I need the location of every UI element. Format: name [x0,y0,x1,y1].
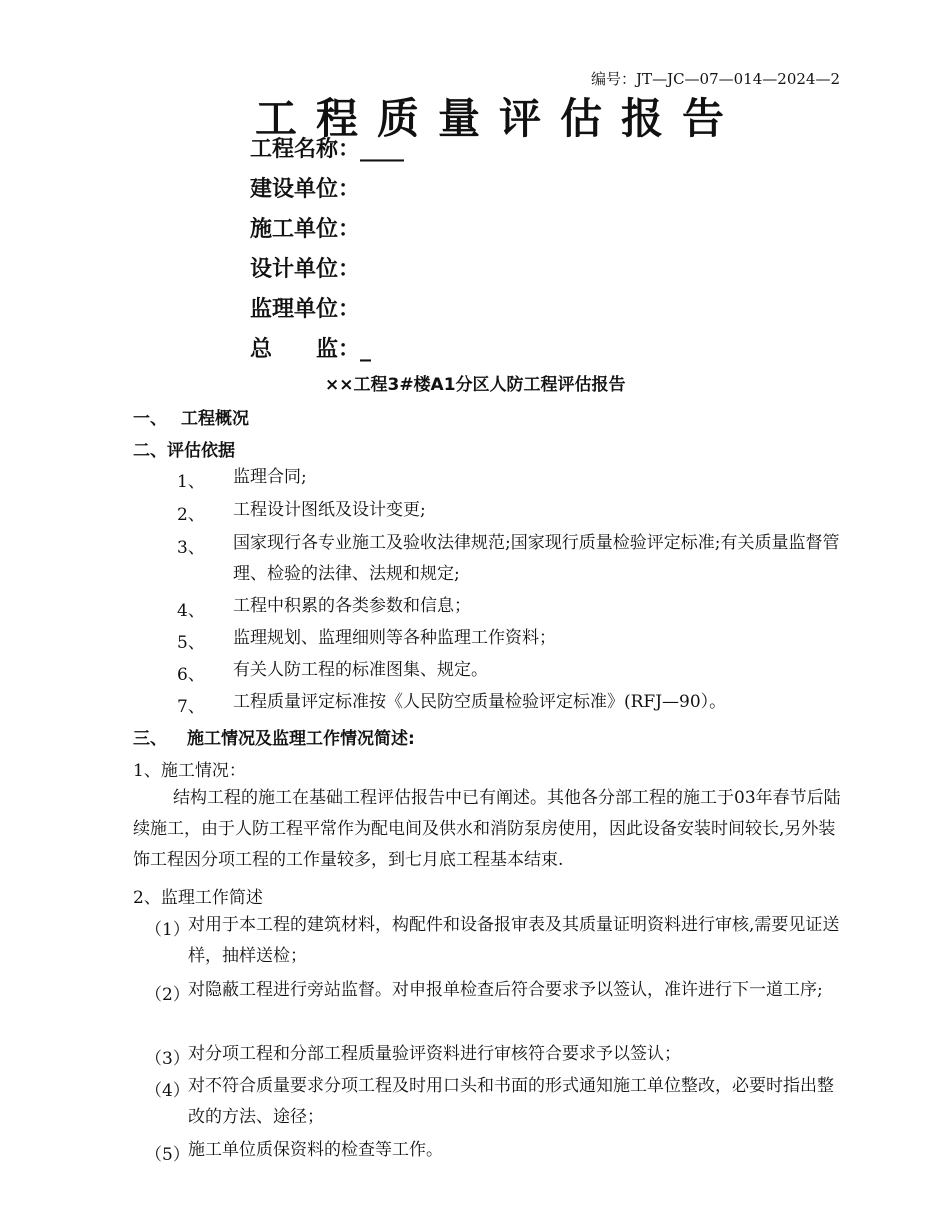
construction-heading: 1、施工情况： [133,761,246,781]
field-label: 建设单位： [250,177,361,202]
list-number: （4） [145,1081,190,1101]
list-number: 3、 [177,538,205,558]
supervision-heading: 2、监理工作简述 [133,888,263,908]
list-number: （2） [145,985,190,1005]
list-number: 4、 [177,601,205,621]
list-item: 有关人防工程的标准图集、规定。 [233,660,488,680]
list-number: 2、 [177,505,205,525]
list-number: （3） [145,1049,190,1069]
cover-field-chief-supervisor [250,332,371,363]
list-item: 国家现行各专业施工及验收法律规范;国家现行质量检验评定标准;有关质量监督管理、检验的法律、法规和规定; [233,533,840,584]
construction-paragraph: 结构工程的施工在基础工程评估报告中已有阐述。其他各分部工程的施工于03年春节后陆续施工，由于人防工程平常作为配电间及供水和消防泵房使用，因此设备安装时间较长,另外装饰工程因分项工程的工作量较多，到七月底工程基本结束. [133,788,841,870]
list-item: 监理合同; [233,467,307,487]
list-item: 对用于本工程的建筑材料，构配件和设备报审表及其质量证明资料进行审核,需要见证送样，抽样送检； [188,915,840,966]
list-number: （1） [145,920,190,940]
list-item: 工程中积累的各类参数和信息； [233,596,471,616]
cover-field-owner [250,172,360,203]
section-title: 工程概况 [181,409,249,429]
field-label: 总 监： [250,337,361,362]
field-label: 设计单位： [250,257,361,282]
document-number: 编号：JT—JC—07—014—2024—2 [591,70,840,88]
list-number: 6、 [177,665,205,685]
cover-field-designer [250,252,360,283]
cover-field-contractor [250,212,360,243]
list-number: （5） [145,1145,190,1165]
list-number: 5、 [177,633,205,653]
cover-field-supervisor-unit [250,292,360,323]
field-label: 工程名称： [250,137,361,162]
field-label: 施工单位： [250,217,361,242]
page-title: 工程质量评估报告 [255,94,744,143]
report-title: ××工程3#楼A1分区人防工程评估报告 [325,375,626,395]
list-item: 对不符合质量要求分项工程及时用口头和书面的形式通知施工单位整改，必要时指出整改的方法、途径； [188,1076,834,1127]
list-number: 1、 [177,472,205,492]
list-item: 施工单位质保资料的检查等工作。 [188,1140,443,1160]
list-item: 对分项工程和分部工程质量验评资料进行审核符合要求予以签认； [188,1044,681,1064]
field-value: ____ [360,137,405,162]
section-1-heading [133,404,249,429]
section-2-heading: 二、评估依据 [133,441,235,461]
field-value: _ [360,337,372,362]
cover-field-project-name [250,132,404,163]
section-number: 一、 [133,409,167,429]
list-item: 工程质量评定标准按《人民防空质量检验评定标准》(RFJ—90）。 [233,692,727,712]
list-number: 7、 [177,697,205,717]
section-title: 施工情况及监理工作情况简述: [187,729,415,749]
list-item: 监理规划、监理细则等各种监理工作资料； [233,628,556,648]
section-3-heading [133,724,415,749]
list-item: 工程设计图纸及设计变更; [233,500,426,520]
list-item: 对隐蔽工程进行旁站监督。对申报单检查后符合要求予以签认，准许进行下一道工序; [188,980,823,1000]
section-number: 三、 [133,729,167,749]
field-label: 监理单位： [250,297,361,322]
